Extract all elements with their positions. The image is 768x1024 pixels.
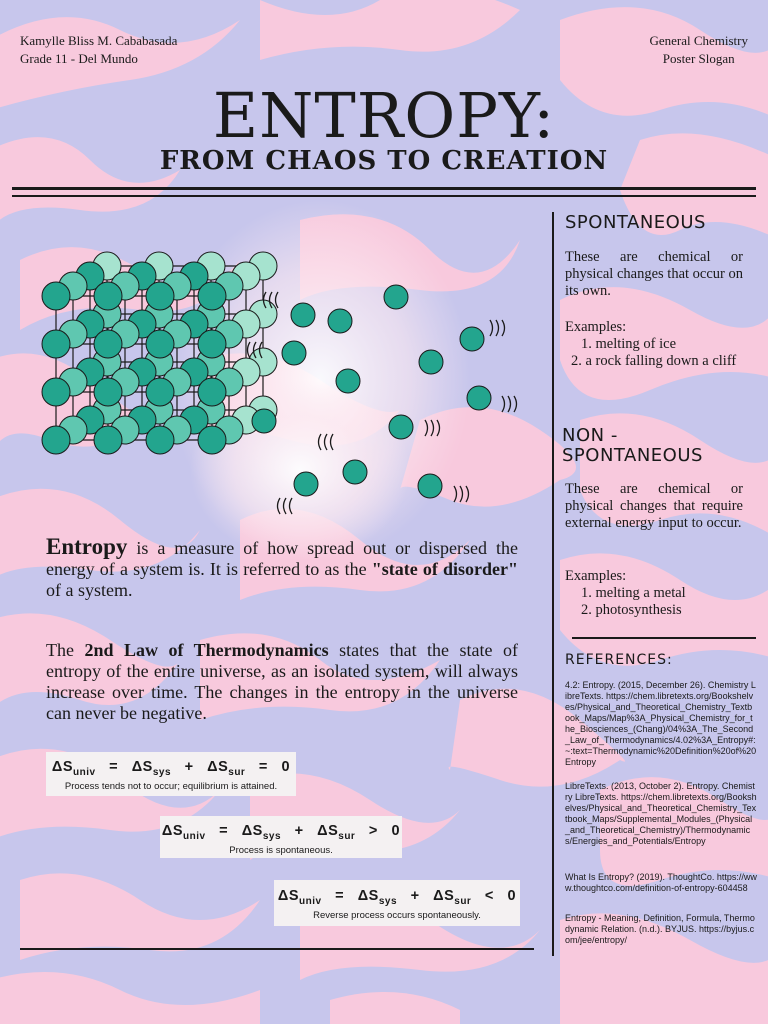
free-particle <box>384 285 408 309</box>
motion-line <box>508 396 511 412</box>
bottom-divider <box>20 948 534 950</box>
example-item: 2. a rock falling down a cliff <box>571 353 737 369</box>
references-heading: REFERENCES: <box>565 652 673 668</box>
equation-box-reverse <box>274 880 520 926</box>
equation-note: Reverse process occurs spontaneously. <box>313 909 481 921</box>
free-particle <box>343 460 367 484</box>
non-spontaneous-heading-line2: SPONTANEOUS <box>562 445 703 466</box>
definition-text-end: of a system. <box>46 580 133 600</box>
free-particle <box>294 472 318 496</box>
examples-label: Examples: <box>565 319 627 335</box>
equation: $\Delta S_{univ}$ = $\Delta S_{sys}$ + $\Delta S_{sur}$ = 0 <box>51 759 291 778</box>
lattice-particle <box>94 426 122 454</box>
motion-line <box>431 420 434 436</box>
non-spontaneous-examples <box>565 568 745 619</box>
motion-line <box>460 486 463 502</box>
title-divider-bottom <box>12 195 756 197</box>
motion-line <box>437 420 440 436</box>
lattice-particle <box>198 426 226 454</box>
poster-title: ENTROPY: <box>212 79 556 152</box>
lattice-particle <box>42 330 70 358</box>
motion-line <box>490 320 493 336</box>
motion-line <box>284 498 287 514</box>
motion-line <box>319 434 322 450</box>
title-divider-top <box>12 187 756 190</box>
free-particle <box>419 350 443 374</box>
free-particle <box>328 309 352 333</box>
second-law-text: states that the state of entropy of the entire universe, as an isolated system, will always increase over time. The changes in the entropy in the universe can never be negative. <box>46 640 518 723</box>
poster-subtitle: FROM CHAOS TO CREATION <box>159 146 609 176</box>
lattice-particle <box>94 282 122 310</box>
free-particle <box>336 369 360 393</box>
entropy-particle-illustration <box>0 210 550 530</box>
lattice-particle <box>94 330 122 358</box>
lattice-particle <box>146 330 174 358</box>
author-name: Kamylle Bliss M. Cababasada <box>20 33 178 48</box>
free-particle <box>252 409 276 433</box>
example-item: 1. melting of ice <box>581 336 677 352</box>
non-spontaneous-heading-line1: NON - <box>562 425 618 446</box>
free-particle <box>460 327 484 351</box>
non-spontaneous-description: These are chemical or physical changes that require external energy input to occur. <box>565 481 743 531</box>
reference-item: LibreTexts. (2013, October 2). Entropy. Chemistry LibreTexts. https://chem.libretexts.org/Bookshelves/Physical_and_Theoretical_Chemistry_Textbook_Maps/Supplemental_Modules_(Physical_and_Theoretical_Chemistry)/Thermodynamics/Energies_and_Potentials/Entropy <box>565 781 757 846</box>
motion-line <box>425 420 428 436</box>
equation: $\Delta S_{univ}$ = $\Delta S_{sys}$ + $\Delta S_{sur}$ < 0 <box>277 888 517 907</box>
lattice-particle <box>42 378 70 406</box>
free-particle <box>418 474 442 498</box>
motion-line <box>331 434 334 450</box>
definition-text: is a measure of how spread out or dispersed the energy of a system is. It is referred to as the <box>46 538 518 579</box>
equation-box-spontaneous <box>160 816 402 858</box>
motion-line <box>466 486 469 502</box>
lattice-particle <box>146 282 174 310</box>
equation-box-equilibrium <box>46 752 296 796</box>
state-of-disorder: "state of disorder" <box>371 559 518 579</box>
second-law-paragraph <box>46 640 518 724</box>
motion-line <box>248 342 251 358</box>
free-particle <box>389 415 413 439</box>
reference-item: Entropy - Meaning, Definition, Formula, Thermodynamic Relation. (n.d.). BYJUS. https://byjus.com/jee/entropy/ <box>565 913 755 945</box>
lattice-particle <box>42 282 70 310</box>
lattice-particle <box>198 378 226 406</box>
examples-label: Examples: <box>565 568 627 584</box>
motion-line <box>276 292 279 308</box>
author-grade: Grade 11 - Del Mundo <box>20 51 138 66</box>
references-divider <box>572 637 756 639</box>
lattice-particle <box>42 426 70 454</box>
column-divider <box>552 212 554 956</box>
free-particle <box>291 303 315 327</box>
motion-line <box>496 320 499 336</box>
equation-note: Process tends not to occur; equilibrium is attained. <box>64 780 278 792</box>
spontaneous-heading: SPONTANEOUS <box>565 212 706 233</box>
course-info <box>649 32 748 68</box>
free-particle <box>467 386 491 410</box>
entropy-term: Entropy <box>46 534 128 559</box>
non-spontaneous-heading <box>562 426 703 466</box>
example-item: 1. melting a metal <box>581 585 686 601</box>
author-info <box>20 32 177 68</box>
motion-line <box>278 498 281 514</box>
lattice-particle <box>94 378 122 406</box>
lattice-particle <box>146 378 174 406</box>
poster-type: Poster Slogan <box>662 51 735 66</box>
second-law-prefix: The <box>46 640 85 660</box>
course-name: General Chemistry <box>649 33 748 48</box>
motion-line <box>454 486 457 502</box>
entropy-definition <box>46 536 518 601</box>
example-item: 2. photosynthesis <box>581 602 682 618</box>
reference-item: What Is Entropy? (2019). ThoughtCo. https://www.thoughtco.com/definition-of-entropy-604458 <box>565 872 757 893</box>
second-law-term: 2nd Law of Thermodynamics <box>84 640 329 660</box>
equation: $\Delta S_{univ}$ = $\Delta S_{sys}$ + $\Delta S_{sur}$ > 0 <box>161 823 401 842</box>
free-particle <box>282 341 306 365</box>
spontaneous-examples <box>565 319 745 370</box>
equation-note: Process is spontaneous. <box>229 844 333 856</box>
motion-line <box>514 396 517 412</box>
spontaneous-description: These are chemical or physical changes that occur on its own. <box>565 249 743 299</box>
motion-line <box>325 434 328 450</box>
lattice-particle <box>198 330 226 358</box>
motion-line <box>502 320 505 336</box>
lattice-particle <box>198 282 226 310</box>
motion-line <box>290 498 293 514</box>
reference-item: 4.2: Entropy. (2015, December 26). Chemistry LibreTexts. https://chem.libretexts.org/Bookshelves/Physical_and_Theoretical_Chemistry_Textbook_Maps/Map%3A_Physical_Chemistry_for_the_Biosciences_(Chang)/04%3A_The_Second_Law_of_Thermodynamics/4.02%3A_Entropy#:~:text=Thermodynamic%20Definition%20of%20Entropy <box>565 680 757 767</box>
lattice-particle <box>146 426 174 454</box>
motion-line <box>502 396 505 412</box>
